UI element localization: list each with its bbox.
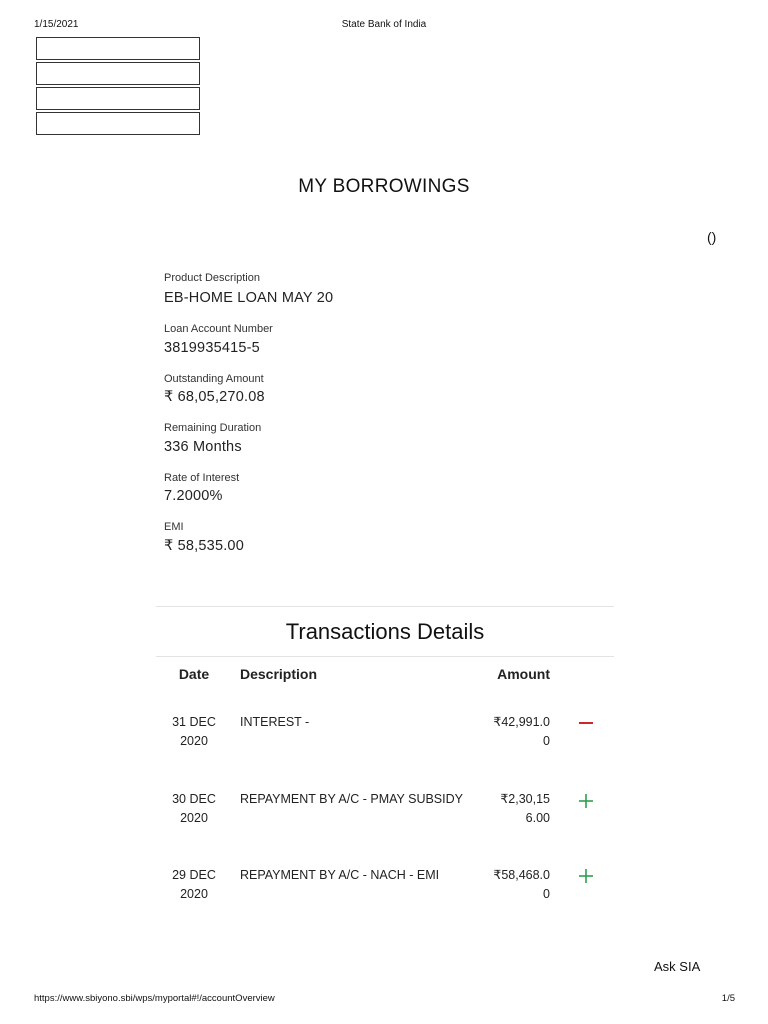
print-url: https://www.sbiyono.sbi/wps/myportal#!/accountOverview — [34, 993, 275, 1004]
loan-account-label: Loan Account Number — [164, 323, 273, 335]
date-year: 2020 — [180, 811, 208, 825]
blank-box-1 — [36, 37, 200, 60]
plus-icon — [574, 864, 598, 888]
plus-icon — [574, 789, 598, 813]
column-header-description: Description — [240, 666, 318, 682]
loan-account-value: 3819935415-5 — [164, 340, 260, 356]
date-day: 31 DEC — [172, 715, 216, 729]
emi-value: ₹ 58,535.00 — [164, 538, 244, 554]
emi-label: EMI — [164, 521, 184, 533]
date-year: 2020 — [180, 734, 208, 748]
print-date: 1/15/2021 — [34, 19, 79, 30]
product-description-label: Product Description — [164, 272, 260, 284]
blank-box-2 — [36, 62, 200, 85]
ask-sia-button[interactable]: Ask SIA — [654, 959, 701, 974]
remaining-duration-label: Remaining Duration — [164, 422, 262, 434]
empty-parenthesis: () — [707, 229, 717, 245]
table-row-amount: ₹42,991.00 — [493, 715, 550, 748]
blank-box-4 — [36, 112, 200, 135]
table-row-date — [164, 713, 224, 751]
table-row-date — [164, 790, 224, 828]
table-row-description: INTEREST - — [240, 715, 310, 729]
print-title: State Bank of India — [341, 19, 427, 30]
remaining-duration-value: 336 Months — [164, 439, 242, 455]
table-row-amount: ₹2,30,156.00 — [500, 792, 550, 825]
blank-box-3 — [36, 87, 200, 110]
date-year: 2020 — [180, 887, 208, 901]
outstanding-amount-label: Outstanding Amount — [164, 373, 264, 385]
table-row-amount: ₹58,468.00 — [493, 868, 550, 901]
divider-header — [156, 656, 614, 657]
divider-top — [156, 606, 614, 607]
date-day: 30 DEC — [172, 792, 216, 806]
rate-of-interest-label: Rate of Interest — [164, 472, 240, 484]
page-number: 1/5 — [721, 993, 735, 1004]
page-title: MY BORROWINGS — [298, 176, 470, 197]
minus-icon — [574, 711, 598, 735]
rate-of-interest-value: 7.2000% — [164, 488, 223, 504]
column-header-amount: Amount — [497, 666, 550, 682]
table-row-date — [164, 866, 224, 904]
date-day: 29 DEC — [172, 868, 216, 882]
table-row-description: REPAYMENT BY A/C - NACH - EMI — [240, 868, 440, 882]
column-header-date: Date — [178, 666, 210, 682]
table-row-description: REPAYMENT BY A/C - PMAY SUBSIDY — [240, 792, 463, 806]
transactions-title: Transactions Details — [285, 619, 485, 644]
outstanding-amount-value: ₹ 68,05,270.08 — [164, 389, 265, 405]
product-description-value: EB-HOME LOAN MAY 20 — [164, 290, 334, 306]
